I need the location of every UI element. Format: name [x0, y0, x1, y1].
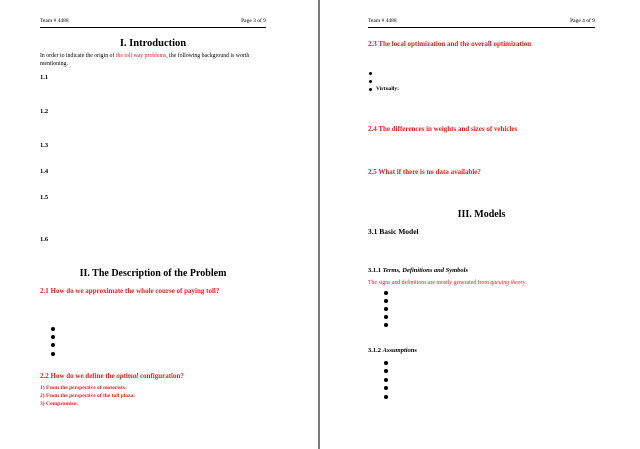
- bullet-point: [51, 343, 55, 347]
- subsection-2-2-text: 2.2 How do we define the: [40, 372, 117, 380]
- subsection-3-1: 3.1 Basic Model: [368, 227, 419, 236]
- team-number: Team # 4488: [40, 18, 69, 24]
- intro-text: In order to indicate the origin of: [40, 53, 116, 59]
- page-number: Page 3 of 9: [241, 18, 266, 24]
- subsection-3-1-2: [368, 347, 417, 354]
- bullet-point: [384, 369, 388, 373]
- bullet-point: [384, 307, 388, 311]
- bullet-point: [369, 72, 372, 75]
- virtually-label: Virtually:: [376, 86, 400, 92]
- perspective-item-2: 2) From the perspective of the toll plaza:: [40, 393, 136, 399]
- subsection-3-1-1-title: Terms, Definitions and Symbols: [382, 267, 468, 274]
- item-1-4: 1.4: [40, 168, 49, 175]
- subsection-2-2-italic: optimal: [116, 372, 139, 380]
- bullet-point: [384, 378, 388, 382]
- subsection-2-3: 2.3 The local optimization and the overall optimization: [368, 40, 532, 48]
- subsection-2-1: 2.1 How do we approximate the whole course of paying toll?: [40, 287, 220, 295]
- subsection-3-1-2-title: Assumptions: [382, 347, 417, 354]
- subsection-3-1-1-number: 3.1.1: [368, 267, 383, 274]
- subsection-2-4: 2.4 The differences in weights and sizes of vehicles: [368, 125, 518, 133]
- bullet-point: [369, 80, 372, 83]
- item-1-2: 1.2: [40, 108, 49, 115]
- page-header: [368, 17, 595, 28]
- subsection-3-1-2-number: 3.1.2: [368, 347, 383, 354]
- bullet-point: [384, 299, 388, 303]
- intro-paragraph: [40, 52, 266, 68]
- item-1-5: 1.5: [40, 194, 49, 201]
- item-1-3: 1.3: [40, 142, 49, 149]
- perspective-item-3: 3) Compromise:: [40, 401, 78, 407]
- subsection-2-5: 2.5 What if there is no data available?: [368, 168, 481, 176]
- perspective-item-1: 1) From the perspective of motorists:: [40, 385, 127, 391]
- item-1-1: 1.1: [40, 74, 49, 81]
- document-page-right: [320, 0, 638, 449]
- page-header: [40, 17, 266, 28]
- bullet-point: [384, 323, 388, 327]
- bullet-point: [51, 327, 55, 331]
- section-title-problem: II. The Description of the Problem: [79, 268, 227, 279]
- bullet-point: [369, 88, 372, 91]
- document-page-left: [0, 0, 318, 449]
- subsection-2-2: [40, 372, 184, 380]
- bullet-point: [51, 335, 55, 339]
- terms-text-end: .: [525, 280, 527, 286]
- bullet-point: [51, 352, 55, 356]
- team-number: Team # 4488: [368, 18, 397, 24]
- bullet-point: [384, 361, 388, 365]
- page-number: Page 4 of 9: [570, 18, 595, 24]
- subsection-2-2-text-end: configuration?: [138, 372, 184, 380]
- section-title-introduction: I. Introduction: [119, 38, 187, 49]
- intro-highlight: the toll way problems: [115, 53, 167, 59]
- terms-italic: queuing theory: [490, 280, 526, 286]
- bullet-point: [384, 395, 388, 399]
- terms-text: The signs and definitions are mostly generated from: [368, 280, 491, 286]
- intro-text-end: , the following background is worth mentioning.: [40, 53, 250, 67]
- item-1-6: 1.6: [40, 236, 49, 243]
- section-title-models: III. Models: [457, 209, 506, 220]
- subsection-3-1-1: [368, 267, 468, 274]
- bullet-point: [384, 291, 388, 295]
- bullet-point: [384, 386, 388, 390]
- bullet-point: [384, 315, 388, 319]
- terms-paragraph: [368, 279, 527, 287]
